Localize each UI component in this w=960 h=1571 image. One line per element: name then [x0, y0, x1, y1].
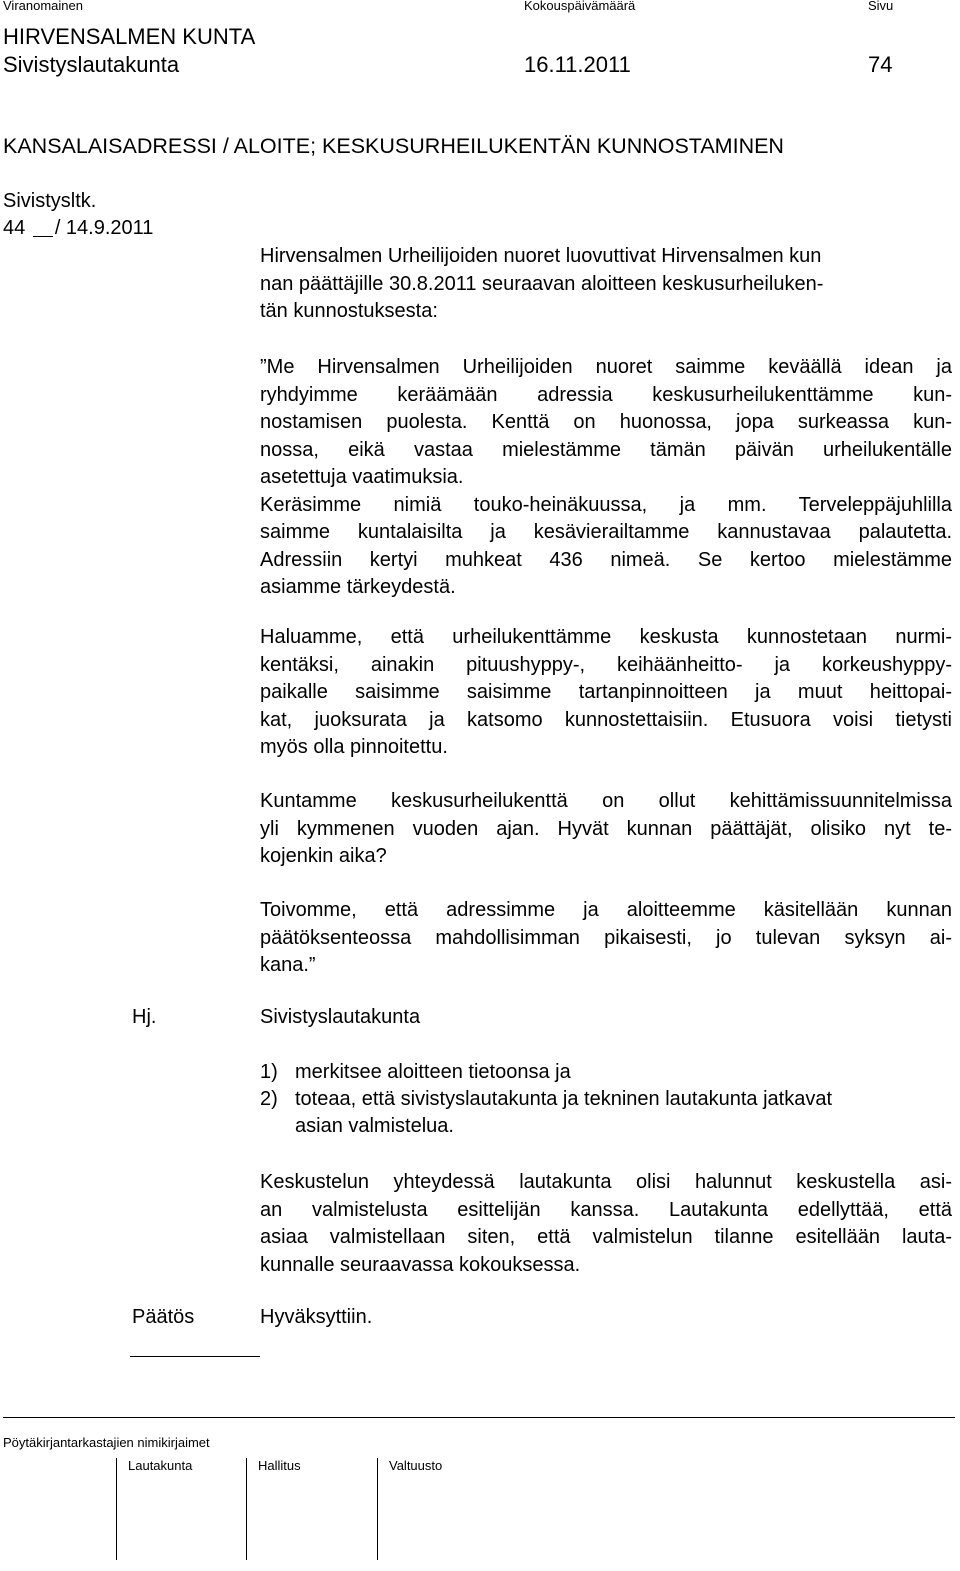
intro-line: nan päättäjille 30.8.2011 seuraavan aloitteen keskusurheiluken- [260, 272, 824, 295]
footer-column-valtuusto: Valtuusto [389, 1458, 443, 1473]
letter-line: kat, juoksurata ja katsomo kunnostettaisiin. Etusuora voisi tietysti [260, 708, 952, 731]
letter-line: kojenkin aika? [260, 845, 387, 867]
document-title: KANSALAISADRESSI / ALOITE; KESKUSURHEILUKENTÄN KUNNOSTAMINEN [3, 134, 784, 158]
letter-line: Kuntamme keskusurheilukenttä on ollut kehittämissuunnitelmissa [260, 790, 952, 812]
letter-line: nostamisen puolesta. Kenttä on huonossa, jopa surkeassa kun- [260, 411, 952, 433]
footer-column-divider [377, 1458, 378, 1560]
discussion-paragraph [260, 1169, 952, 1279]
reference-line-2 [3, 217, 153, 240]
discussion-line: kunnalle seuraavassa kokouksessa. [260, 1253, 581, 1276]
discussion-line: Keskustelun yhteydessä lautakunta olisi halunnut keskustella asi- [260, 1171, 952, 1193]
footer-column-lautakunta: Lautakunta [128, 1458, 193, 1473]
footer-column-divider [246, 1458, 247, 1560]
letter-line: ”Me Hirvensalmen Urheilijoiden nuoret saimme keväällä idean ja [260, 356, 952, 378]
proposal-item-text: merkitsee aloitteen tietoonsa ja [295, 1061, 571, 1083]
letter-line: Keräsimme nimiä touko-heinäkuussa, ja mm. Terveleppäjuhlilla [260, 493, 952, 516]
letter-paragraph-2 [260, 624, 952, 762]
letter-line: kentäksi, ainakin pituushyppy-, keihäänheitto- ja korkeushyppy- [260, 653, 952, 676]
letter-line: Adressiin kertyi muhkeat 436 nimeä. Se kertoo mielestämme [260, 548, 952, 571]
proposal-body: Sivistyslautakunta [260, 1006, 421, 1028]
letter-paragraph-4 [260, 897, 952, 980]
proposal-item-number: 1) [260, 1061, 278, 1083]
letter-line: ryhdyimme keräämään adressia keskusurheilukenttämme kun- [260, 383, 952, 406]
letter-line: asetettuja vaatimuksia. [260, 466, 464, 488]
footer-column-hallitus: Hallitus [258, 1458, 301, 1473]
meeting-date: 16.11.2011 [524, 52, 631, 77]
letter-paragraph-3 [260, 788, 952, 871]
reference-line-1: Sivistysltk. [3, 190, 97, 212]
proposal-label: Hj. [132, 1006, 157, 1028]
committee-name: Sivistyslautakunta [3, 52, 180, 77]
label-page: Sivu [868, 0, 894, 13]
intro-paragraph [260, 243, 952, 326]
decision-text: Hyväksyttiin. [260, 1306, 373, 1328]
letter-line: myös olla pinnoitettu. [260, 736, 448, 758]
page-number: 74 [868, 52, 893, 77]
label-meeting-date: Kokouspäivämäärä [524, 0, 636, 13]
letter-line: Haluamme, että urheilukenttämme keskusta kunnostetaan nurmi- [260, 626, 952, 648]
intro-line: tän kunnostuksesta: [260, 300, 438, 322]
letter-line: yli kymmenen vuoden ajan. Hyvät kunnan päättäjät, olisiko nyt te- [260, 817, 952, 840]
intro-line: Hirvensalmen Urheilijoiden nuoret luovuttivat Hirvensalmen kun [260, 245, 822, 267]
organization-name: HIRVENSALMEN KUNTA [3, 24, 256, 49]
footer-checkers-label: Pöytäkirjantarkastajien nimikirjaimet [3, 1435, 210, 1450]
label-authority: Viranomainen [3, 0, 83, 13]
letter-line: Toivomme, että adressimme ja aloitteemme käsitellään kunnan [260, 899, 952, 921]
proposal-item-text: toteaa, että sivistyslautakunta ja tekninen lautakunta jatkavat [295, 1088, 833, 1110]
letter-line: nossa, eikä vastaa mielestämme tämän päivän urheilukentälle [260, 438, 952, 461]
proposal-item-text: asian valmistelua. [295, 1115, 454, 1137]
footer-divider [3, 1417, 955, 1418]
letter-line: saimme kuntalaisilta ja kesävierailtamme kannustavaa palautetta. [260, 521, 952, 543]
decision-label: Päätös [132, 1306, 195, 1328]
letter-line: kana.” [260, 954, 316, 976]
decision-underline [130, 1356, 260, 1357]
footer-column-divider [116, 1458, 117, 1560]
discussion-line: an valmistelusta esittelijän kanssa. Lautakunta edellyttää, että [260, 1198, 952, 1221]
proposal-item-number: 2) [260, 1088, 278, 1110]
reference-date: / 14.9.2011 [54, 217, 154, 239]
paragraph-link-underline [31, 217, 55, 237]
reference-section-number: 44 [3, 217, 26, 239]
letter-line: asiamme tärkeydestä. [260, 576, 456, 598]
letter-line: päätöksenteossa mahdollisimman pikaisesti, jo tulevan syksyn ai- [260, 926, 952, 949]
letter-paragraph-1 [260, 354, 952, 602]
letter-line: paikalle saisimme saisimme tartanpinnoitteen ja muut heittopai- [260, 681, 952, 703]
discussion-line: asiaa valmistellaan siten, että valmistelun tilanne esitellään lauta- [260, 1226, 952, 1248]
